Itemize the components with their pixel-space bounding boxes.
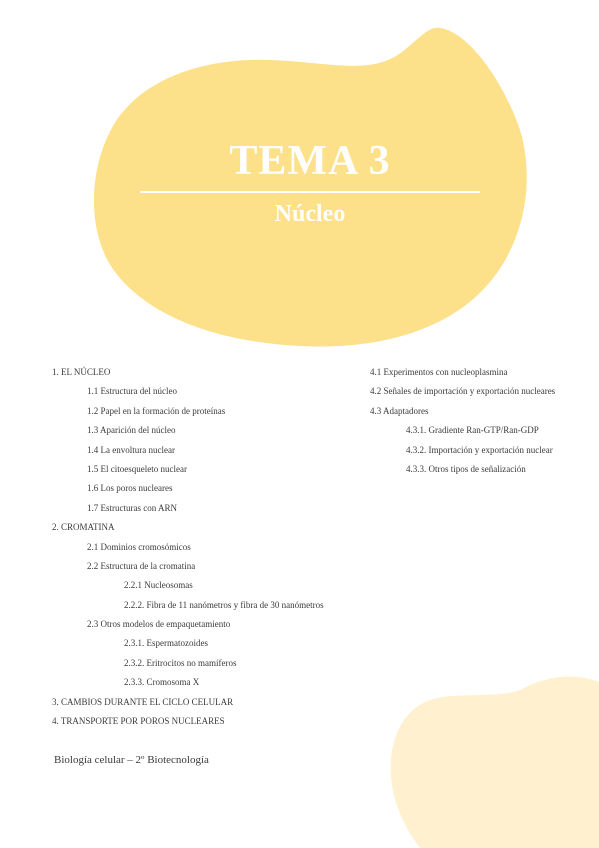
toc-item: 1.6 Los poros nucleares [87, 483, 173, 494]
toc-item: 1.1 Estructura del núcleo [87, 386, 177, 397]
toc-item: 1.7 Estructuras con ARN [87, 502, 177, 513]
toc-item: 4.3.3. Otros tipos de señalización [406, 463, 526, 474]
toc-item: 2.3 Otros modelos de empaquetamiento [87, 619, 231, 630]
toc-item: 1.5 El citoesqueleto nuclear [87, 463, 187, 474]
toc-item: 2.2.1 Nucleosomas [124, 580, 193, 591]
toc-item: 1.3 Aparición del núcleo [87, 425, 176, 436]
toc-item: 2.2 Estructura de la cromatina [87, 560, 196, 571]
table-of-contents-right [370, 365, 595, 481]
toc-item: 4.3 Adaptadores [370, 405, 429, 416]
toc-item: 2.2.2. Fibra de 11 nanómetros y fibra de 30 nanómetros [124, 599, 324, 610]
page-subtitle: Núcleo [274, 201, 346, 227]
footer-course: Biología celular – 2º Biotecnología [54, 754, 209, 766]
title-divider [140, 191, 480, 193]
toc-item: 1. EL NÚCLEO [52, 367, 111, 377]
toc-item: 4.1 Experimentos con nucleoplasmina [370, 367, 508, 377]
toc-item: 2.3.1. Espermatozoides [124, 638, 208, 649]
toc-item: 1.4 La envoltura nuclear [87, 444, 175, 455]
table-of-contents-left [52, 365, 372, 733]
toc-item: 2.3.3. Cromosoma X [124, 677, 200, 688]
toc-item: 4.3.1. Gradiente Ran-GTP/Ran-GDP [406, 425, 539, 436]
toc-item: 2.1 Dominios cromosómicos [87, 541, 191, 552]
toc-item: 4.3.2. Importación y exportación nuclear [406, 444, 553, 455]
toc-item: 3. CAMBIOS DURANTE EL CICLO CELULAR [52, 696, 234, 707]
toc-item: 4.2 Señales de importación y exportación nucleares [370, 386, 556, 397]
toc-item: 1.2 Papel en la formación de proteínas [87, 405, 226, 416]
toc-item: 4. TRANSPORTE POR POROS NUCLEARES [52, 716, 225, 727]
toc-item: 2. CROMATINA [52, 522, 115, 533]
toc-item: 2.3.2. Eritrocitos no mamíferos [124, 657, 237, 668]
page-title: TEMA 3 [229, 138, 391, 184]
